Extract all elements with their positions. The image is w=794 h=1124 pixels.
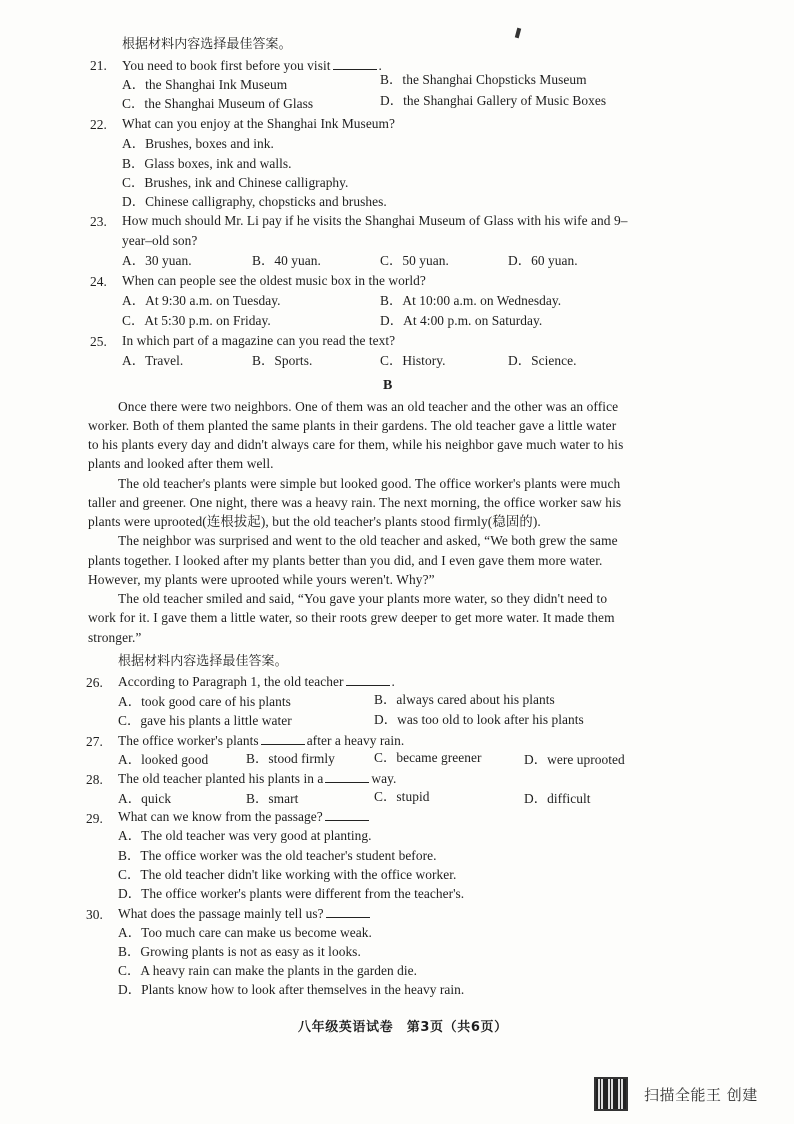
q22-option-b: B．Glass boxes, ink and walls.: [122, 156, 292, 171]
q30-option-d: D．Plants know how to look after themselves in the heavy rain.: [118, 982, 465, 997]
q26-option-b: B．always cared about his plants: [374, 692, 555, 707]
passage-line: plants were uprooted(连根拔起), but the old teacher's plants stood firmly(稳固的).: [88, 514, 541, 529]
passage-line: The neighbor was surprised and went to the old teacher and asked, “We both grew the same: [118, 533, 618, 548]
watermark-text: 扫描全能王 创建: [644, 1085, 758, 1104]
q30-option-c: C．A heavy rain can make the plants in the garden die.: [118, 963, 418, 978]
q24-option-c: C．At 5:30 p.m. on Friday.: [122, 313, 271, 328]
answer-blank: [261, 733, 305, 745]
q25-number: 25.: [90, 334, 107, 349]
passage-line: The old teacher smiled and said, “You gave your plants more water, so they didn't need to: [118, 591, 608, 606]
q23-option-c: C．50 yuan.: [380, 253, 449, 268]
q21-option-a: A．the Shanghai Ink Museum: [122, 77, 288, 92]
q30-option-a: A．Too much care can make us become weak.: [118, 925, 372, 940]
q29-stem: What can we know from the passage?: [118, 808, 371, 825]
q27-number: 27.: [86, 734, 103, 749]
q29-option-d: D．The office worker's plants were different from the teacher's.: [118, 886, 465, 901]
instruction-a: 根据材料内容选择最佳答案。: [122, 37, 292, 52]
q22-option-d: D．Chinese calligraphy, chopsticks and brushes.: [122, 194, 387, 209]
q30-number: 30.: [86, 907, 103, 922]
q28-option-d: D．difficult: [524, 791, 591, 806]
q27-option-c: C．became greener: [374, 750, 482, 765]
q25-option-d: D．Science.: [508, 353, 577, 368]
q28-option-a: A．quick: [118, 791, 172, 806]
q30-stem: What does the passage mainly tell us?: [118, 905, 372, 922]
q24-option-b: B．At 10:00 a.m. on Wednesday.: [380, 293, 562, 308]
q21-number: 21.: [90, 58, 107, 73]
answer-blank: [326, 906, 370, 918]
q22-option-c: C．Brushes, ink and Chinese calligraphy.: [122, 175, 349, 190]
q29-number: 29.: [86, 811, 103, 826]
q24-option-d: D．At 4:00 p.m. on Saturday.: [380, 313, 543, 328]
passage-line: Once there were two neighbors. One of them was an old teacher and the other was an office: [118, 399, 619, 414]
passage-line: The old teacher's plants were simple but looked good. The office worker's plants were much: [118, 476, 621, 491]
answer-blank: [325, 809, 369, 821]
q27-option-d: D．were uprooted: [524, 752, 625, 767]
q28-option-b: B．smart: [246, 791, 299, 806]
q28-stem: The old teacher planted his plants in a way.: [118, 771, 397, 786]
answer-blank: [346, 674, 390, 686]
q28-option-c: C．stupid: [374, 789, 430, 804]
q24-stem: When can people see the oldest music box in the world?: [122, 273, 426, 288]
answer-blank: [333, 58, 377, 70]
q27-option-a: A．looked good: [118, 752, 209, 767]
q22-option-a: A．Brushes, boxes and ink.: [122, 136, 274, 151]
passage-line: stronger.”: [88, 630, 142, 645]
q30-option-b: B．Growing plants is not as easy as it looks.: [118, 944, 361, 959]
q26-number: 26.: [86, 675, 103, 690]
q26-stem: According to Paragraph 1, the old teacher .: [118, 674, 395, 689]
q21-stem: You need to book first before you visit .: [122, 58, 382, 73]
q29-option-c: C．The old teacher didn't like working with the office worker.: [118, 867, 457, 882]
q24-number: 24.: [90, 274, 107, 289]
page-footer: 八年级英语试卷 第3页（共6页）: [298, 1020, 508, 1035]
q29-option-b: B．The office worker was the old teacher's student before.: [118, 848, 437, 863]
q27-option-b: B．stood firmly: [246, 751, 335, 766]
q22-number: 22.: [90, 117, 107, 132]
q21-option-d: D．the Shanghai Gallery of Music Boxes: [380, 93, 607, 108]
q26-option-c: C．gave his plants a little water: [118, 713, 292, 728]
q22-stem: What can you enjoy at the Shanghai Ink Museum?: [122, 116, 396, 131]
q21-option-c: C．the Shanghai Museum of Glass: [122, 96, 314, 111]
q26-option-a: A．took good care of his plants: [118, 694, 291, 709]
q23-option-b: B．40 yuan.: [252, 253, 321, 268]
q28-number: 28.: [86, 772, 103, 787]
q29-option-a: A．The old teacher was very good at planting.: [118, 828, 372, 843]
q25-stem: In which part of a magazine can you read the text?: [122, 333, 396, 348]
q23-number: 23.: [90, 214, 107, 229]
passage-line: However, my plants were uprooted while yours weren't. Why?”: [88, 572, 435, 587]
scan-mark: [515, 28, 521, 39]
scanner-watermark: [594, 1076, 774, 1112]
q24-option-a: A．At 9:30 a.m. on Tuesday.: [122, 293, 281, 308]
q25-option-c: C．History.: [380, 353, 446, 368]
q23-stem-line1: How much should Mr. Li pay if he visits the Shanghai Museum of Glass with his wife and 9–: [122, 213, 628, 228]
instruction-b: 根据材料内容选择最佳答案。: [118, 654, 288, 669]
section-b-heading: B: [383, 378, 393, 393]
q25-option-b: B．Sports.: [252, 353, 313, 368]
qr-code-icon: [594, 1077, 628, 1111]
q23-option-d: D．60 yuan.: [508, 253, 578, 268]
q23-option-a: A．30 yuan.: [122, 253, 192, 268]
q21-option-b: B．the Shanghai Chopsticks Museum: [380, 72, 587, 87]
q23-stem-line2: year–old son?: [122, 233, 198, 248]
passage-line: worker. Both of them planted the same plants in their gardens. The old teacher gave a little water: [88, 418, 617, 433]
passage-line: to his plants every day and didn't always care for them, while his neighbor gave much water to his: [88, 437, 624, 452]
q26-option-d: D．was too old to look after his plants: [374, 712, 584, 727]
passage-line: plants and looked after them well.: [88, 456, 274, 471]
passage-line: plants together. I looked after my plants better than you did, and I even gave them more water.: [88, 553, 603, 568]
q25-option-a: A．Travel.: [122, 353, 184, 368]
q27-stem: The office worker's plants after a heavy rain.: [118, 733, 405, 748]
answer-blank: [325, 771, 369, 783]
passage-line: taller and greener. One night, there was a heavy rain. The next morning, the office worker saw his: [88, 495, 622, 510]
passage-line: work for it. I gave them a little water, so their roots grew deeper to get more water. It made them: [88, 610, 615, 625]
